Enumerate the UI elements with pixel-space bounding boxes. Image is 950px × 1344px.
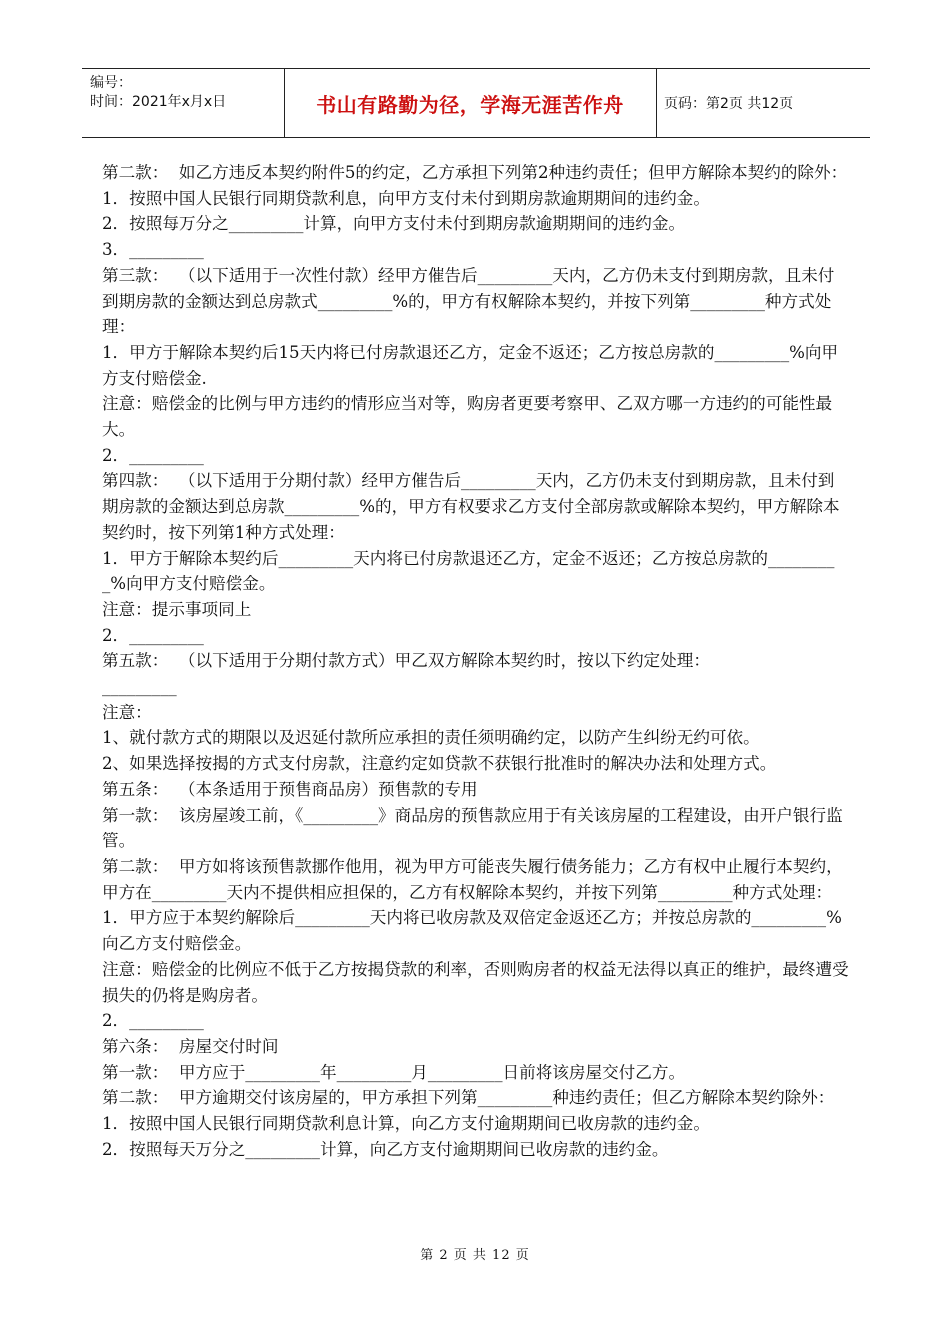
paragraph: 1．甲方于解除本契约后_________天内将已付房款退还乙方，定金不返还；乙方按总房款的_________%向甲方支付赔偿金。 xyxy=(102,548,835,594)
paragraph: 第五款： （以下适用于分期付款方式）甲乙双方解除本契约时，按以下约定处理： xyxy=(102,651,710,671)
paragraph: 第六条： 房屋交付时间 xyxy=(102,1036,279,1056)
paragraph: 第二款： 甲方如将该预售款挪作他用，视为甲方可能丧失履行债务能力；乙方有权中止履行本契约，甲方在_________天内不提供相应担保的，乙方有权解除本契约，并按下列第_________种方式处理： xyxy=(102,856,843,902)
paragraph: 1．按照中国人民银行同期贷款利息，向甲方支付未付到期房款逾期期间的违约金。 xyxy=(102,188,710,208)
paragraph: 2．_________ xyxy=(102,1011,204,1031)
page-footer: 第 2 页 共 12 页 xyxy=(420,1248,530,1263)
paragraph: 1．甲方于解除本契约后15天内将已付房款退还乙方，定金不返还；乙方按总房款的_________%向甲方支付赔偿金. xyxy=(102,342,839,388)
paragraph: 1．按照中国人民银行同期贷款利息计算，向乙方支付逾期期间已收房款的违约金。 xyxy=(102,1114,710,1134)
page-header xyxy=(82,68,870,138)
paragraph: 注意：赔偿金的比例应不低于乙方按揭贷款的利率，否则购房者的权益无法得以真正的维护，最终遭受损失的仍将是购房者。 xyxy=(102,959,849,1005)
paragraph: 2．_________ xyxy=(102,445,204,465)
paragraph: 第一款： 该房屋竣工前，《_________》商品房的预售款应用于有关该房屋的工程建设，由开户银行监管。 xyxy=(102,805,843,851)
header-meta xyxy=(82,69,285,137)
paragraph: 注意：提示事项同上 xyxy=(102,599,252,619)
paragraph: 2．_________ xyxy=(102,625,204,645)
paragraph: 注意：赔偿金的比例与甲方违约的情形应当对等，购房者更要考察甲、乙双方哪一方违约的可能性最大。 xyxy=(102,394,833,440)
document-date-label: 时间：2021年x月x日 xyxy=(90,94,227,110)
header-page-info: 页码：第2页 共12页 xyxy=(664,96,794,112)
paragraph: 第二款： 甲方逾期交付该房屋的，甲方承担下列第_________种违约责任；但乙方解除本契约除外： xyxy=(102,1088,835,1108)
document-body xyxy=(102,160,850,1162)
paragraph: 第三款： （以下适用于一次性付款）经甲方催告后_________天内，乙方仍未支付到期房款，且未付到期房款的金额达到总房款式_________%的，甲方有权解除本契约，并按下列第_________种方式处理： xyxy=(102,265,835,337)
paragraph: 1．甲方应于本契约解除后_________天内将已收房款及双倍定金返还乙方；并按总房款的_________%向乙方支付赔偿金。 xyxy=(102,908,842,954)
header-motto: 书山有路勤为径，学海无涯苦作舟 xyxy=(316,92,624,117)
paragraph: 第二款： 如乙方违反本契约附件5的约定，乙方承担下列第2种违约责任；但甲方解除本契约的除外： xyxy=(102,163,848,182)
paragraph: 第五条： （本条适用于预售商品房）预售款的专用 xyxy=(102,779,478,799)
paragraph: 2．按照每万分之_________计算，向甲方支付未付到期房款逾期期间的违约金。 xyxy=(102,214,686,234)
document-number-label: 编号： xyxy=(90,75,132,91)
paragraph: 2、如果选择按揭的方式支付房款，注意约定如贷款不获银行批准时的解决办法和处理方式。 xyxy=(102,754,777,774)
header-motto-cell xyxy=(284,69,657,137)
paragraph: _________ xyxy=(102,677,177,697)
paragraph: 3．_________ xyxy=(102,240,204,260)
paragraph: 注意： xyxy=(102,702,152,722)
paragraph: 2．按照每天万分之_________计算，向乙方支付逾期期间已收房款的违约金。 xyxy=(102,1139,669,1159)
paragraph: 1、就付款方式的期限以及迟延付款所应承担的责任须明确约定，以防产生纠纷无约可依。 xyxy=(102,728,760,748)
paragraph: 第一款： 甲方应于_________年_________月_________日前将该房屋交付乙方。 xyxy=(102,1062,686,1082)
paragraph: 第四款： （以下适用于分期付款）经甲方催告后_________天内，乙方仍未支付到期房款，且未付到期房款的金额达到总房款_________%的，甲方有权要求乙方支付全部房款或解除本契约，甲方解除本契约时，按下列第1种方式处理： xyxy=(102,471,840,542)
